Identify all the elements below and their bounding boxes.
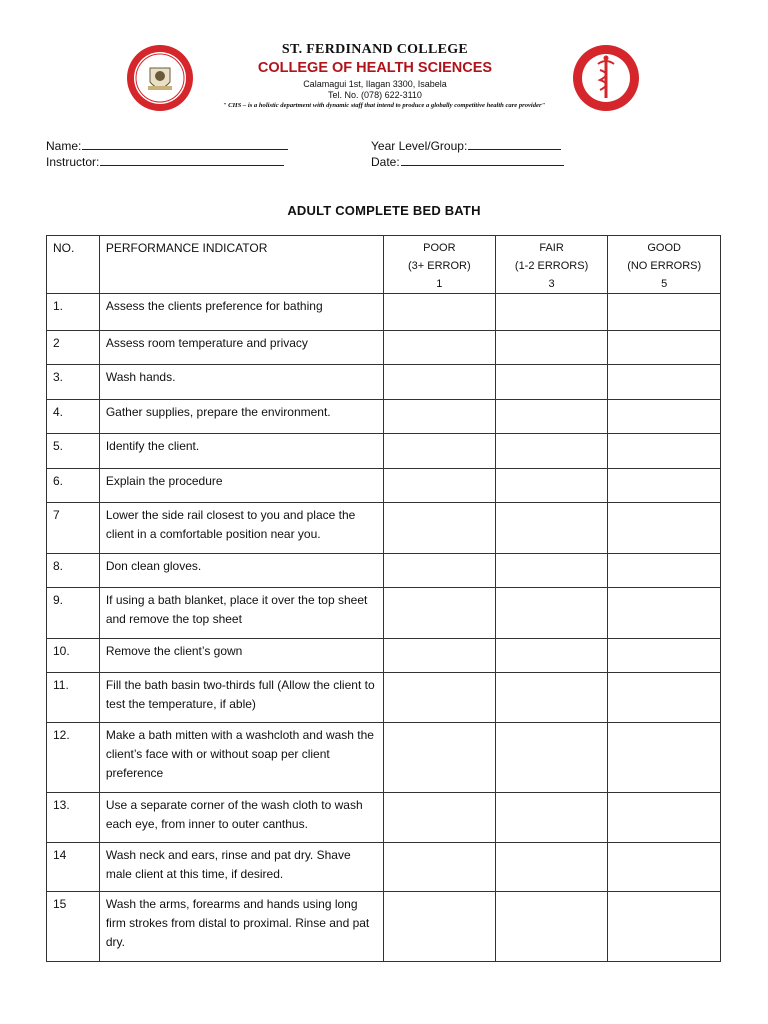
- fair-cell[interactable]: [495, 554, 608, 588]
- good-cell[interactable]: [608, 673, 721, 723]
- fair-cell[interactable]: [495, 434, 608, 469]
- college-address: Calamagui 1st, Ilagan 3300, Isabela: [303, 79, 447, 89]
- poor-cell[interactable]: [383, 723, 495, 793]
- performance-checklist-table: [46, 235, 721, 962]
- row-number: 2: [47, 331, 100, 365]
- table-row: [47, 793, 721, 843]
- table-row: [47, 843, 721, 892]
- col-fair-header: [495, 236, 608, 294]
- good-cell[interactable]: [608, 331, 721, 365]
- good-cell[interactable]: [608, 294, 721, 331]
- fair-cell[interactable]: [495, 503, 608, 554]
- poor-cell[interactable]: [383, 331, 495, 365]
- table-row: [47, 892, 721, 962]
- row-indicator: Make a bath mitten with a washcloth and wash the client’s face with or without soap per client preference: [99, 723, 383, 793]
- good-cell[interactable]: [608, 723, 721, 793]
- row-indicator: Fill the bath basin two-thirds full (Allow the client to test the temperature, if able): [99, 673, 383, 723]
- year-level-label: Year Level/Group:: [371, 139, 468, 153]
- table-row: [47, 503, 721, 554]
- poor-cell[interactable]: [383, 503, 495, 554]
- good-cell[interactable]: [608, 639, 721, 673]
- row-number: 15: [47, 892, 100, 962]
- good-cell[interactable]: [608, 400, 721, 434]
- row-indicator: Identify the client.: [99, 434, 383, 469]
- good-criteria: (NO ERRORS): [627, 260, 702, 272]
- health-sciences-seal-icon: [572, 44, 640, 112]
- department-motto: " CHS – is a holistic department with dynamic staff that intend to produce a globally competitive health care provider": [222, 102, 546, 109]
- col-poor-header: [383, 236, 495, 294]
- instructor-label: Instructor:: [46, 155, 100, 169]
- year-level-line[interactable]: [468, 138, 561, 150]
- document-title: ADULT COMPLETE BED BATH: [287, 203, 481, 218]
- fair-label: FAIR: [539, 242, 564, 254]
- table-row: [47, 434, 721, 469]
- year-level-field[interactable]: [371, 138, 561, 153]
- row-indicator: If using a bath blanket, place it over the top sheet and remove the top sheet: [99, 588, 383, 639]
- instructor-line[interactable]: [100, 154, 284, 166]
- name-label: Name:: [46, 139, 82, 153]
- fair-cell[interactable]: [495, 639, 608, 673]
- poor-cell[interactable]: [383, 434, 495, 469]
- row-indicator: Explain the procedure: [99, 469, 383, 503]
- row-number: 10.: [47, 639, 100, 673]
- good-cell[interactable]: [608, 793, 721, 843]
- row-indicator: Use a separate corner of the wash cloth to wash each eye, from inner to outer canthus.: [99, 793, 383, 843]
- good-points: 5: [661, 278, 668, 290]
- good-cell[interactable]: [608, 469, 721, 503]
- table-row: [47, 673, 721, 723]
- good-cell[interactable]: [608, 434, 721, 469]
- name-field[interactable]: [46, 138, 288, 153]
- table-row: [47, 723, 721, 793]
- row-number: 5.: [47, 434, 100, 469]
- row-number: 8.: [47, 554, 100, 588]
- row-number: 1.: [47, 294, 100, 331]
- fair-cell[interactable]: [495, 365, 608, 400]
- good-cell[interactable]: [608, 588, 721, 639]
- name-line[interactable]: [82, 138, 288, 150]
- poor-criteria: (3+ ERROR): [408, 260, 471, 272]
- row-indicator: Assess room temperature and privacy: [99, 331, 383, 365]
- row-indicator: Wash neck and ears, rinse and pat dry. Shave male client at this time, if desired.: [99, 843, 383, 892]
- row-indicator: Remove the client’s gown: [99, 639, 383, 673]
- table-row: [47, 331, 721, 365]
- row-number: 6.: [47, 469, 100, 503]
- poor-cell[interactable]: [383, 294, 495, 331]
- row-indicator: Wash hands.: [99, 365, 383, 400]
- poor-cell[interactable]: [383, 400, 495, 434]
- row-number: 7: [47, 503, 100, 554]
- fair-cell[interactable]: [495, 892, 608, 962]
- good-label: GOOD: [647, 242, 681, 254]
- row-number: 14: [47, 843, 100, 892]
- row-number: 13.: [47, 793, 100, 843]
- poor-cell[interactable]: [383, 469, 495, 503]
- poor-cell[interactable]: [383, 365, 495, 400]
- fair-cell[interactable]: [495, 469, 608, 503]
- fair-cell[interactable]: [495, 331, 608, 365]
- poor-points: 1: [436, 278, 443, 290]
- table-row: [47, 400, 721, 434]
- poor-cell[interactable]: [383, 588, 495, 639]
- fair-cell[interactable]: [495, 723, 608, 793]
- fair-cell[interactable]: [495, 673, 608, 723]
- poor-cell[interactable]: [383, 554, 495, 588]
- table-row: [47, 294, 721, 331]
- good-cell[interactable]: [608, 503, 721, 554]
- good-cell[interactable]: [608, 843, 721, 892]
- row-number: 3.: [47, 365, 100, 400]
- good-cell[interactable]: [608, 892, 721, 962]
- row-indicator: Don clean gloves.: [99, 554, 383, 588]
- date-label: Date:: [371, 155, 400, 169]
- col-no-header: NO.: [47, 236, 100, 294]
- date-line[interactable]: [401, 154, 564, 166]
- row-indicator: Gather supplies, prepare the environment.: [99, 400, 383, 434]
- department-name: COLLEGE OF HEALTH SCIENCES: [257, 60, 493, 76]
- row-indicator: Assess the clients preference for bathing: [99, 294, 383, 331]
- fair-cell[interactable]: [495, 294, 608, 331]
- college-telephone: Tel. No. (078) 622-3110: [328, 90, 422, 100]
- row-number: 4.: [47, 400, 100, 434]
- col-good-header: [608, 236, 721, 294]
- fair-cell[interactable]: [495, 400, 608, 434]
- fair-cell[interactable]: [495, 793, 608, 843]
- table-row: [47, 365, 721, 400]
- date-field[interactable]: [371, 154, 564, 169]
- poor-cell[interactable]: [383, 673, 495, 723]
- document-header: [0, 36, 768, 126]
- table-row: [47, 469, 721, 503]
- good-cell[interactable]: [608, 365, 721, 400]
- table-row: [47, 588, 721, 639]
- poor-cell[interactable]: [383, 843, 495, 892]
- fair-cell[interactable]: [495, 588, 608, 639]
- table-row: [47, 639, 721, 673]
- poor-cell[interactable]: [383, 892, 495, 962]
- row-number: 9.: [47, 588, 100, 639]
- poor-label: POOR: [423, 242, 456, 254]
- col-indicator-header: PERFORMANCE INDICATOR: [99, 236, 383, 294]
- row-indicator: Lower the side rail closest to you and place the client in a comfortable position near you.: [99, 503, 383, 554]
- fair-points: 3: [548, 278, 555, 290]
- row-indicator: Wash the arms, forearms and hands using long firm strokes from distal to proximal. Rinse and pat dry.: [99, 892, 383, 962]
- college-name: ST. FERDINAND COLLEGE: [281, 42, 469, 57]
- poor-cell[interactable]: [383, 639, 495, 673]
- fair-criteria: (1-2 ERRORS): [514, 260, 589, 272]
- table-row: [47, 554, 721, 588]
- table-header-row: [47, 236, 721, 294]
- fair-cell[interactable]: [495, 843, 608, 892]
- good-cell[interactable]: [608, 554, 721, 588]
- row-number: 12.: [47, 723, 100, 793]
- poor-cell[interactable]: [383, 793, 495, 843]
- row-number: 11.: [47, 673, 100, 723]
- instructor-field[interactable]: [46, 154, 284, 169]
